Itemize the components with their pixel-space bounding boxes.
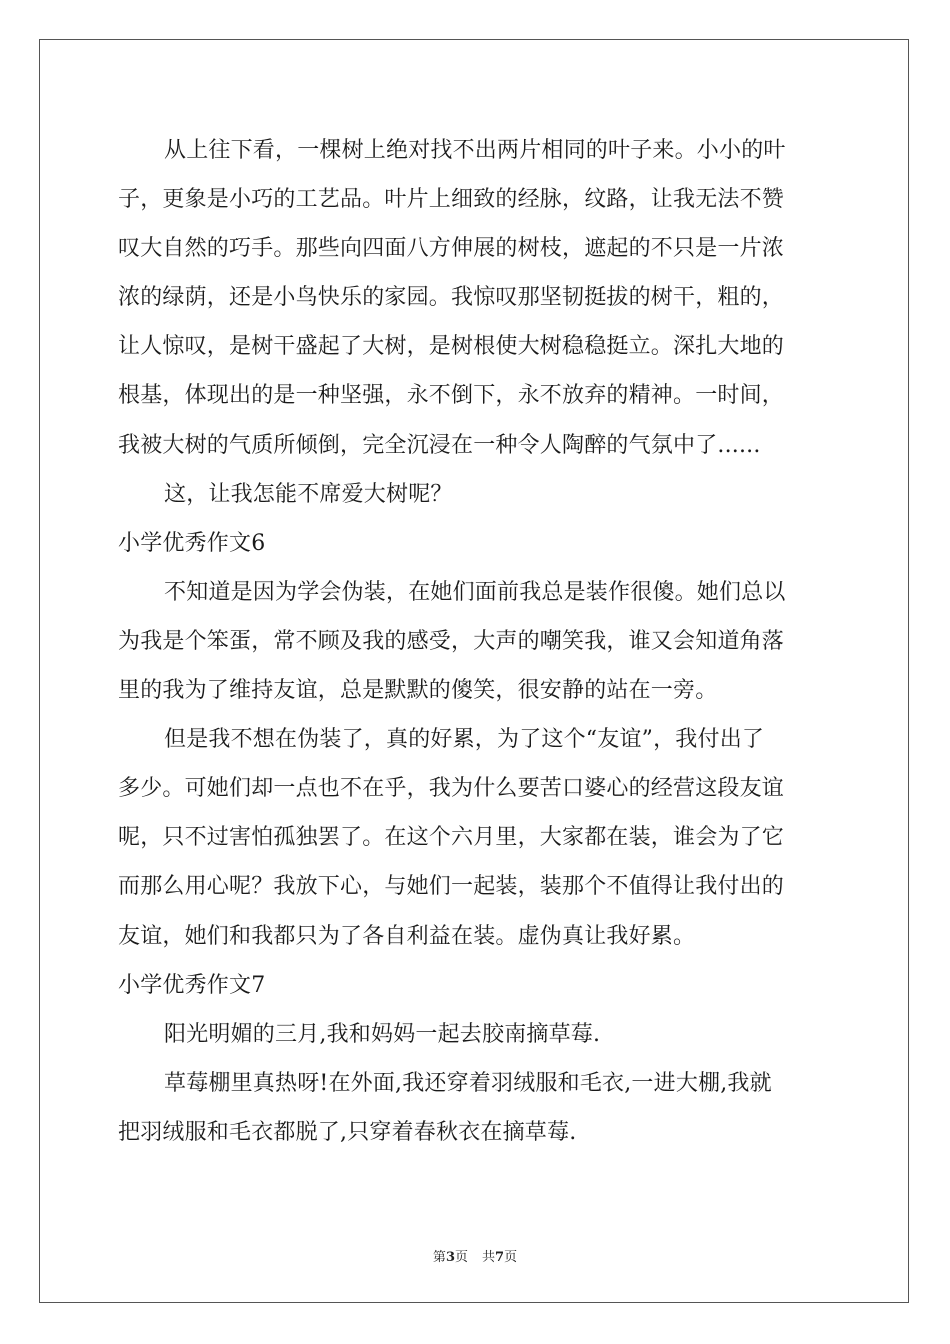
total-pages: 7 <box>495 1250 505 1265</box>
text-line: 让人惊叹，是树干盛起了大树，是树根使大树稳稳挺立。深扎大地的 <box>118 334 785 360</box>
total-suffix: 页 <box>504 1250 518 1265</box>
page-suffix: 页 <box>454 1250 468 1265</box>
text-line: 里的我为了维持友谊，总是默默的傻笑，很安静的站在一旁。 <box>118 678 718 704</box>
text-line: 阳光明媚的三月,我和妈妈一起去胶南摘草莓. <box>164 1021 601 1047</box>
text-line: 而那么用心呢？我放下心，与她们一起装，装那个不值得让我付出的 <box>118 874 785 900</box>
page-prefix: 第 <box>432 1250 446 1265</box>
text-line: 但是我不想在伪装了，真的好累，为了这个“友谊”，我付出了 <box>164 727 765 753</box>
text-line: 草莓棚里真热呀!在外面,我还穿着羽绒服和毛衣,一进大棚,我就 <box>164 1070 772 1096</box>
page-footer <box>0 1246 950 1265</box>
text-line: 从上往下看，一棵树上绝对找不出两片相同的叶子来。小小的叶 <box>164 138 786 163</box>
text-line: 这，让我怎能不席爱大树呢？ <box>164 481 453 507</box>
section-heading: 小学优秀作文6 <box>118 530 266 556</box>
text-line: 为我是个笨蛋，常不顾及我的感受，大声的嘲笑我，谁又会知道角落 <box>118 628 785 654</box>
text-line: 子，更象是小巧的工艺品。叶片上细致的经脉，纹路，让我无法不赞 <box>118 187 785 213</box>
text-line: 根基，体现出的是一种坚强，永不倒下，永不放弃的精神。一时间， <box>118 383 785 409</box>
text-line: 呢，只不过害怕孤独罢了。在这个六月里，大家都在装，谁会为了它 <box>118 825 785 851</box>
document-body <box>118 126 838 1157</box>
text-line: 浓的绿荫，还是小鸟快乐的家园。我惊叹那坚韧挺拔的树干，粗的， <box>118 285 785 311</box>
text-line: 不知道是因为学会伪装，在她们面前我总是装作很傻。她们总以 <box>164 579 786 605</box>
total-prefix: 共 <box>482 1250 496 1265</box>
page-number: 3 <box>445 1250 455 1265</box>
text-line: 叹大自然的巧手。那些向四面八方伸展的树枝，遮起的不只是一片浓 <box>118 236 785 262</box>
text-line: 我被大树的气质所倾倒，完全沉浸在一种令人陶醉的气氛中了...... <box>118 432 761 458</box>
text-line: 把羽绒服和毛衣都脱了,只穿着春秋衣在摘草莓. <box>118 1119 577 1145</box>
section-heading: 小学优秀作文7 <box>118 972 266 998</box>
text-line: 友谊，她们和我都只为了各自利益在装。虚伪真让我好累。 <box>118 923 696 949</box>
text-line: 多少。可她们却一点也不在乎，我为什么要苦口婆心的经营这段友谊 <box>118 776 785 802</box>
